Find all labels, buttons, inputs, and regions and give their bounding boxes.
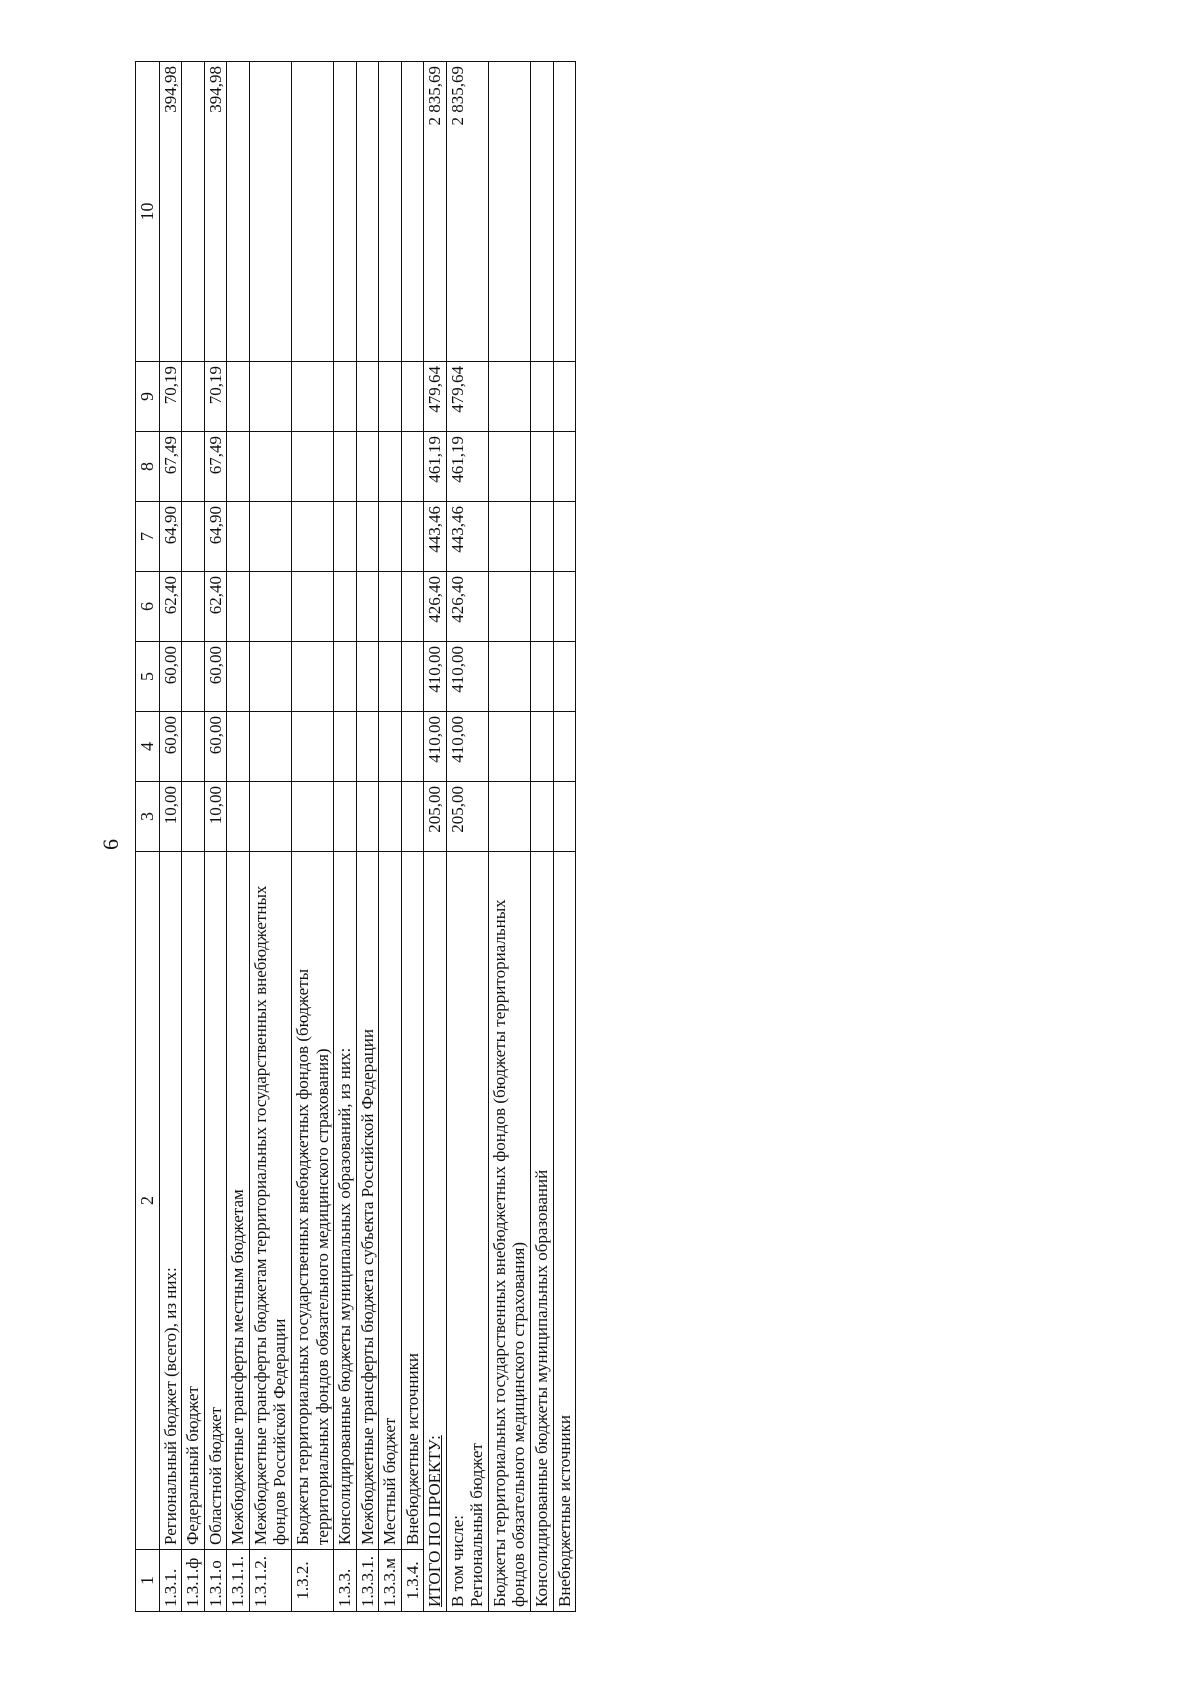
value-cell: [356, 362, 379, 432]
value-cell: [249, 642, 291, 712]
value-cell: [249, 782, 291, 852]
value-cell: [334, 642, 357, 712]
header-cell: 3: [136, 782, 160, 852]
value-cell: 2 835,69: [446, 62, 488, 362]
row-code: 1.3.3.м: [379, 1550, 402, 1612]
value-cell: [488, 362, 530, 432]
value-cell: [488, 432, 530, 502]
value-cell: [227, 782, 250, 852]
header-cell: 9: [136, 362, 160, 432]
including-prefix: В том числе:: [447, 1515, 467, 1607]
value-cell: [401, 502, 424, 572]
value-cell: [553, 572, 576, 642]
row-name: Бюджеты территориальных государственных внебюджетных фондов (бюджеты территориальных фондов обязательного медицинского страхования): [488, 852, 530, 1612]
value-cell: [182, 782, 205, 852]
value-cell: [334, 782, 357, 852]
value-cell: 479,64: [446, 362, 488, 432]
value-cell: [379, 62, 402, 362]
header-cell: 4: [136, 712, 160, 782]
row-name: Федеральный бюджет: [182, 852, 205, 1550]
value-cell: 205,00: [446, 782, 488, 852]
header-cell: 6: [136, 572, 160, 642]
row-name: Областной бюджет: [204, 852, 227, 1550]
value-cell: [401, 642, 424, 712]
value-cell: [182, 362, 205, 432]
value-cell: [356, 502, 379, 572]
value-cell: 394,98: [159, 62, 182, 362]
row-code: 1.3.1.2.: [249, 1550, 291, 1612]
value-cell: [182, 62, 205, 362]
header-row: [136, 62, 160, 1612]
value-cell: [379, 642, 402, 712]
value-cell: [291, 362, 333, 432]
value-cell: [182, 432, 205, 502]
value-cell: [227, 362, 250, 432]
value-cell: [553, 502, 576, 572]
value-cell: [488, 642, 530, 712]
value-cell: [249, 502, 291, 572]
header-cell: 7: [136, 502, 160, 572]
value-cell: [249, 362, 291, 432]
value-cell: 426,40: [424, 572, 447, 642]
value-cell: 10,00: [204, 782, 227, 852]
value-cell: [530, 432, 553, 502]
value-cell: 461,19: [446, 432, 488, 502]
value-cell: [334, 572, 357, 642]
value-cell: 426,40: [446, 572, 488, 642]
table-row: [488, 62, 530, 1612]
header-cell: 2: [136, 852, 160, 1550]
value-cell: [291, 572, 333, 642]
value-cell: [488, 712, 530, 782]
value-cell: [227, 432, 250, 502]
header-cell: 5: [136, 642, 160, 712]
value-cell: [334, 432, 357, 502]
value-cell: [291, 712, 333, 782]
value-cell: [227, 62, 250, 362]
value-cell: [291, 782, 333, 852]
table-row: [530, 62, 553, 1612]
value-cell: [401, 712, 424, 782]
value-cell: [334, 712, 357, 782]
value-cell: [530, 362, 553, 432]
row-name: Межбюджетные трансферты местным бюджетам: [227, 852, 250, 1550]
row-name: Региональный бюджет (всего), из них:: [159, 852, 182, 1550]
row-code: 1.3.2.: [291, 1550, 333, 1612]
value-cell: [530, 502, 553, 572]
table-row: [379, 62, 402, 1612]
table-row: [291, 62, 333, 1612]
value-cell: [227, 502, 250, 572]
including-row: [446, 62, 488, 1612]
row-code: 1.3.1.: [159, 1550, 182, 1612]
table-row: [159, 62, 182, 1612]
value-cell: 410,00: [424, 642, 447, 712]
value-cell: [356, 712, 379, 782]
value-cell: [401, 62, 424, 362]
value-cell: [182, 502, 205, 572]
row-name: Бюджеты территориальных государственных внебюджетных фондов (бюджеты территориальных фондов обязательного медицинского страхования): [291, 852, 333, 1550]
row-code: 1.3.3.1.: [356, 1550, 379, 1612]
row-name: Консолидированные бюджеты муниципальных образований: [530, 852, 553, 1612]
value-cell: [291, 62, 333, 362]
value-cell: [227, 572, 250, 642]
value-cell: [530, 712, 553, 782]
value-cell: [182, 712, 205, 782]
budget-table: [135, 61, 576, 1612]
value-cell: [334, 502, 357, 572]
value-cell: [227, 712, 250, 782]
value-cell: 60,00: [159, 712, 182, 782]
row-name: Местный бюджет: [379, 852, 402, 1550]
value-cell: [401, 432, 424, 502]
value-cell: [488, 782, 530, 852]
value-cell: [488, 62, 530, 362]
value-cell: [401, 572, 424, 642]
value-cell: 443,46: [424, 502, 447, 572]
value-cell: [334, 62, 357, 362]
value-cell: 60,00: [159, 642, 182, 712]
value-cell: [227, 642, 250, 712]
value-cell: 443,46: [446, 502, 488, 572]
value-cell: 60,00: [204, 712, 227, 782]
value-cell: 410,00: [446, 642, 488, 712]
value-cell: [249, 62, 291, 362]
value-cell: [182, 572, 205, 642]
value-cell: 479,64: [424, 362, 447, 432]
value-cell: 410,00: [446, 712, 488, 782]
value-cell: [530, 62, 553, 362]
table-row: [204, 62, 227, 1612]
value-cell: [553, 62, 576, 362]
value-cell: 461,19: [424, 432, 447, 502]
value-cell: [553, 782, 576, 852]
value-cell: [401, 362, 424, 432]
table-row: [227, 62, 250, 1612]
value-cell: [530, 642, 553, 712]
value-cell: [530, 572, 553, 642]
value-cell: [249, 712, 291, 782]
total-row: [424, 62, 447, 1612]
header-cell: 10: [136, 62, 160, 362]
value-cell: [553, 432, 576, 502]
value-cell: 2 835,69: [424, 62, 447, 362]
value-cell: [379, 502, 402, 572]
row-name: Внебюджетные источники: [401, 852, 424, 1550]
value-cell: [488, 502, 530, 572]
value-cell: [291, 502, 333, 572]
value-cell: [401, 782, 424, 852]
value-cell: [356, 432, 379, 502]
value-cell: [379, 432, 402, 502]
total-label: ИТОГО ПО ПРОЕКТУ:: [424, 852, 447, 1612]
value-cell: [249, 432, 291, 502]
value-cell: 410,00: [424, 712, 447, 782]
value-cell: [530, 782, 553, 852]
row-name: Внебюджетные источники: [553, 852, 576, 1612]
table-row: [334, 62, 357, 1612]
value-cell: [379, 782, 402, 852]
value-cell: [488, 572, 530, 642]
value-cell: [334, 362, 357, 432]
value-cell: 70,19: [159, 362, 182, 432]
value-cell: [553, 642, 576, 712]
value-cell: 64,90: [159, 502, 182, 572]
value-cell: 62,40: [159, 572, 182, 642]
table-row: [356, 62, 379, 1612]
value-cell: [356, 572, 379, 642]
row-name: Консолидированные бюджеты муниципальных образований, из них:: [334, 852, 357, 1550]
row-code: 1.3.3.: [334, 1550, 357, 1612]
row-code: 1.3.1.ф: [182, 1550, 205, 1612]
value-cell: [182, 642, 205, 712]
value-cell: [356, 642, 379, 712]
header-cell: 1: [136, 1550, 160, 1612]
budget-table-rotated: [135, 62, 576, 1612]
table-row: [401, 62, 424, 1612]
value-cell: 60,00: [204, 642, 227, 712]
value-cell: 394,98: [204, 62, 227, 362]
table-body: [136, 62, 576, 1612]
value-cell: [379, 572, 402, 642]
table-row: [182, 62, 205, 1612]
value-cell: 64,90: [204, 502, 227, 572]
row-name: Межбюджетные трансферты бюджета субъекта Российской Федерации: [356, 852, 379, 1550]
page-number: 6: [98, 839, 123, 850]
value-cell: [356, 782, 379, 852]
row-code: 1.3.1.1.: [227, 1550, 250, 1612]
row-code: 1.3.4.: [401, 1550, 424, 1612]
value-cell: [553, 712, 576, 782]
including-label: [446, 852, 488, 1612]
header-cell: 8: [136, 432, 160, 502]
table-row: [553, 62, 576, 1612]
value-cell: 70,19: [204, 362, 227, 432]
value-cell: 67,49: [204, 432, 227, 502]
value-cell: [379, 362, 402, 432]
value-cell: 205,00: [424, 782, 447, 852]
value-cell: [356, 62, 379, 362]
row-code: 1.3.1.о: [204, 1550, 227, 1612]
value-cell: 10,00: [159, 782, 182, 852]
value-cell: 67,49: [159, 432, 182, 502]
value-cell: [249, 572, 291, 642]
row-name: Межбюджетные трансферты бюджетам территориальных государственных внебюджетных фондов Российской Федерации: [249, 852, 291, 1550]
value-cell: [379, 712, 402, 782]
including-name: Региональный бюджет: [467, 1443, 487, 1607]
value-cell: [291, 642, 333, 712]
value-cell: [553, 362, 576, 432]
value-cell: 62,40: [204, 572, 227, 642]
value-cell: [291, 432, 333, 502]
table-row: [249, 62, 291, 1612]
